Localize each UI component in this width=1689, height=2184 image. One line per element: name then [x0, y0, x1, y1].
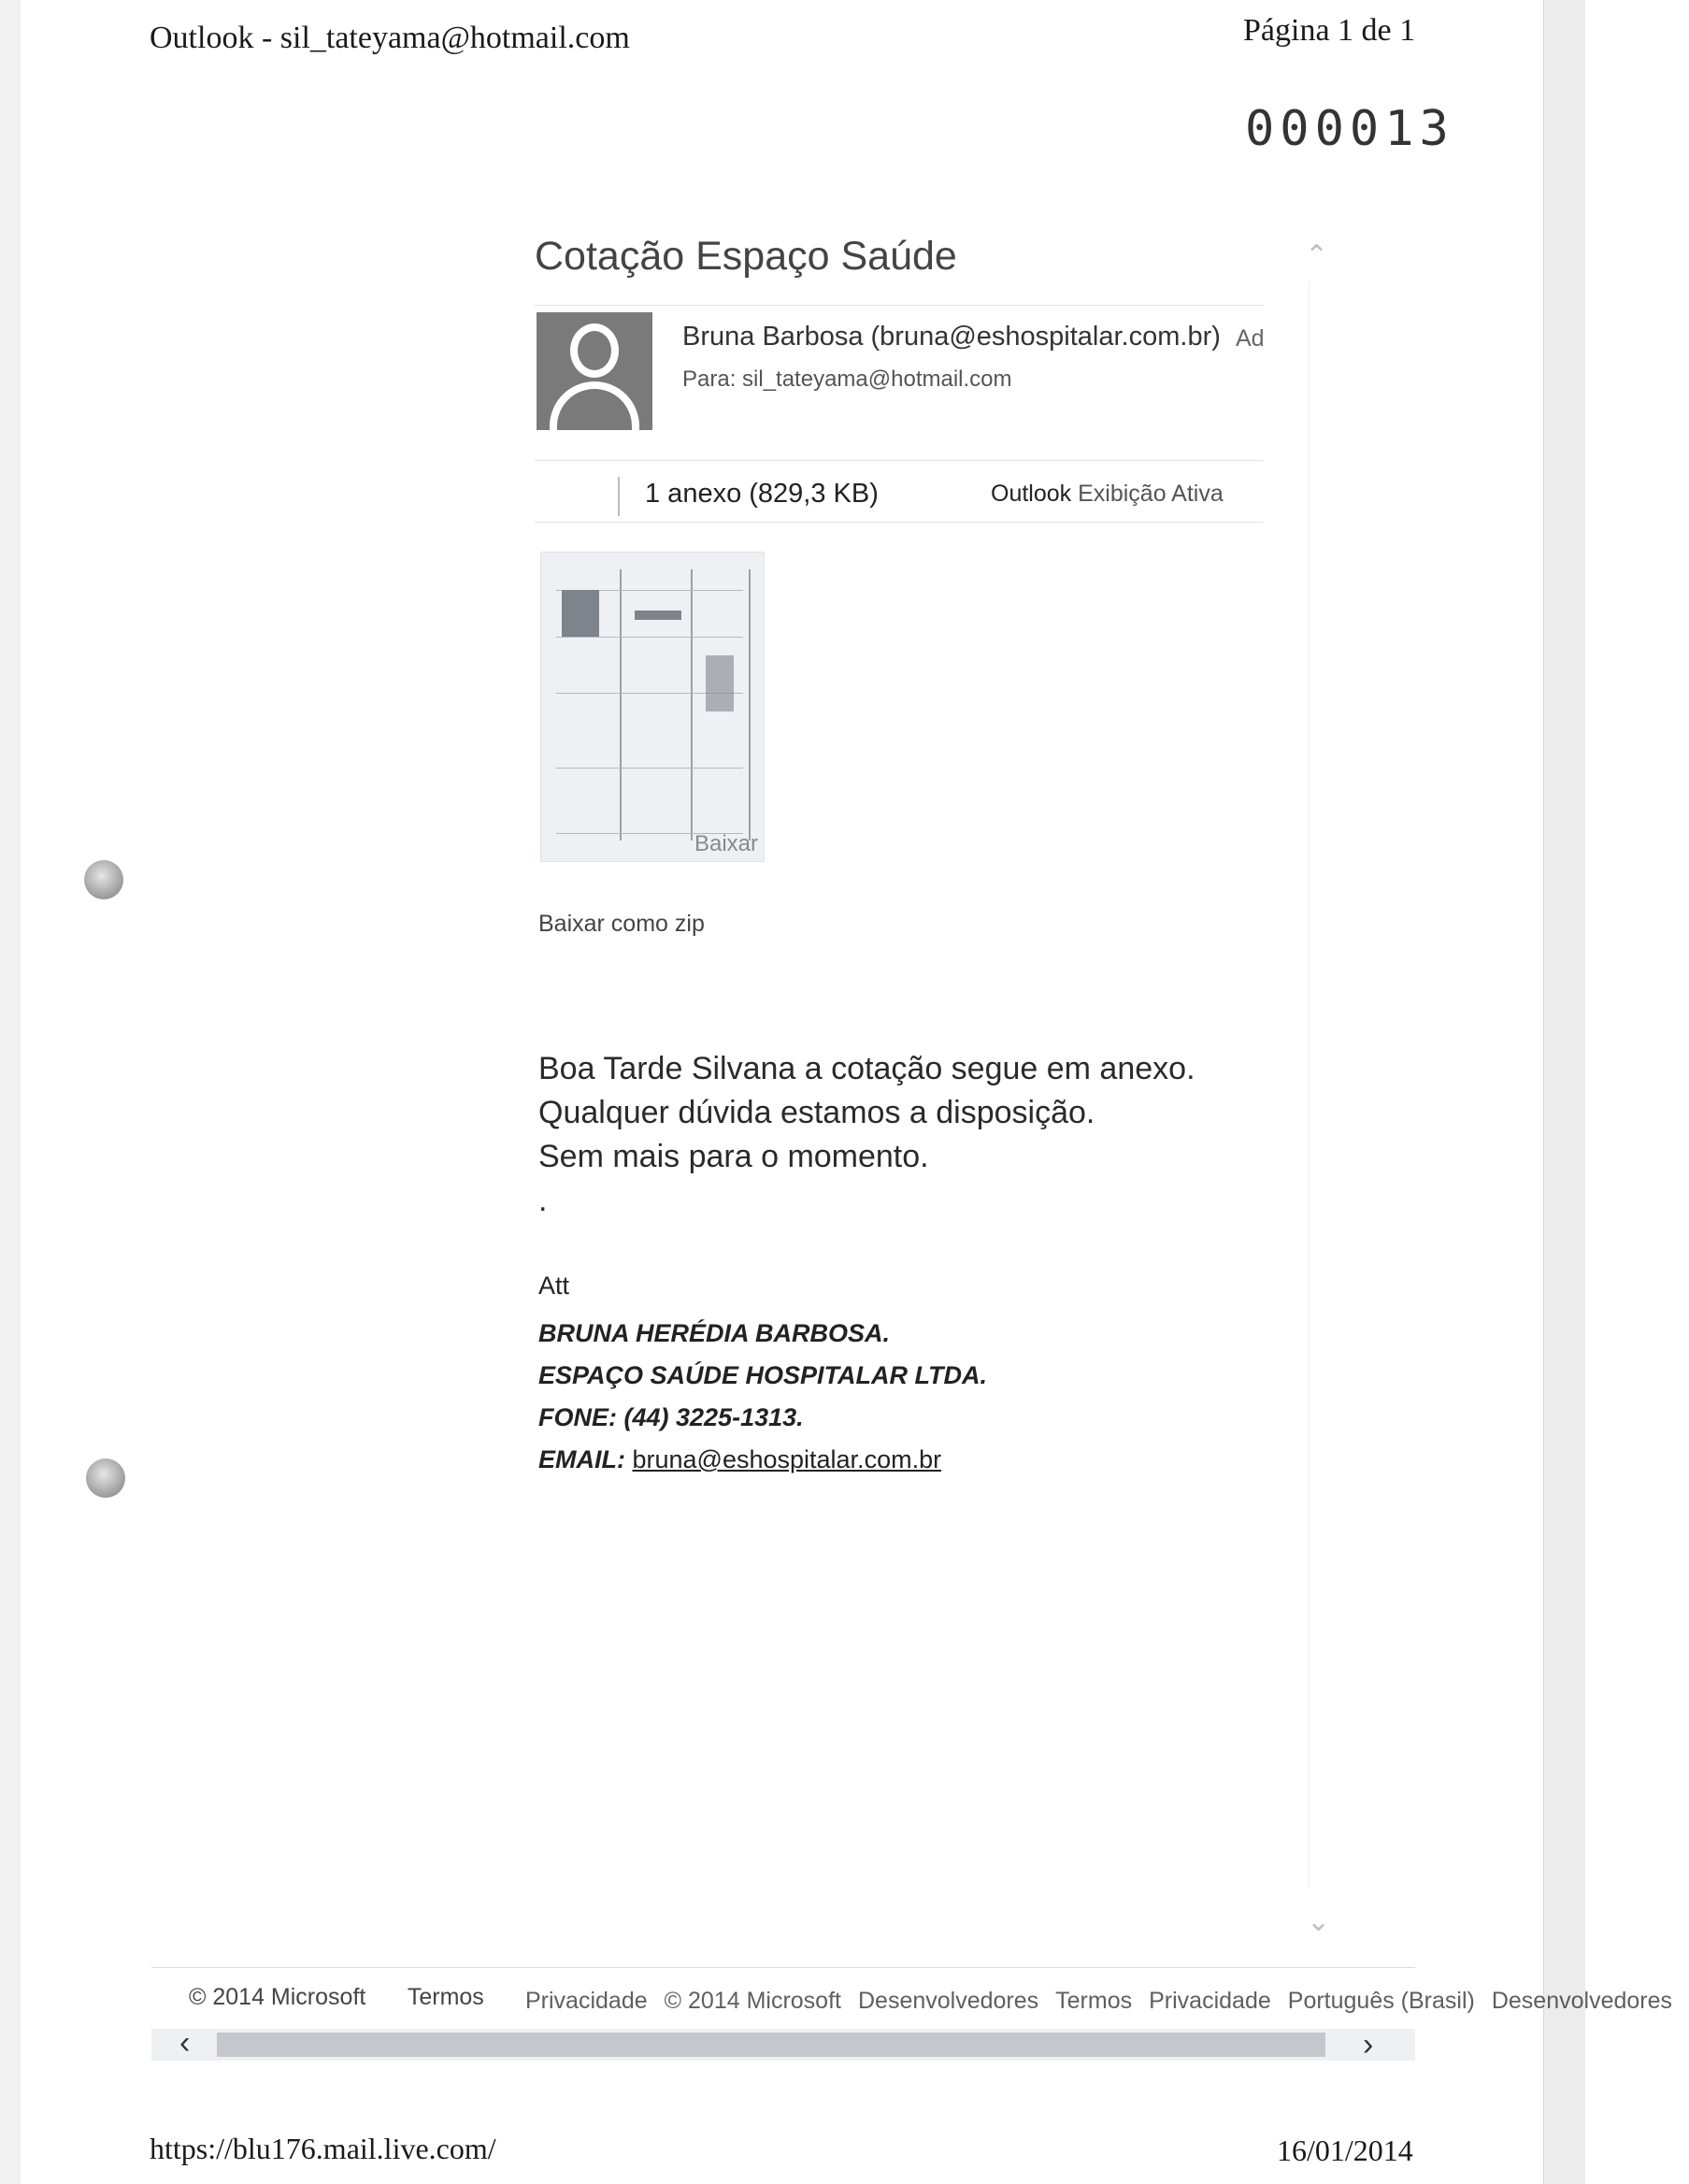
thumb-block	[706, 655, 734, 711]
print-header-title: Outlook - sil_tateyama@hotmail.com	[150, 21, 630, 55]
footer-link-terms-dup[interactable]: Termos	[1055, 1988, 1133, 2014]
signature-company: ESPAÇO SAÚDE HOSPITALAR LTDA.	[538, 1361, 988, 1389]
body-line: Qualquer dúvida estamos a disposição.	[538, 1095, 1095, 1130]
print-footer-url: https://blu176.mail.live.com/	[150, 2132, 496, 2165]
thumb-line	[556, 768, 743, 769]
signature-phone: FONE: (44) 3225-1313.	[538, 1403, 804, 1431]
download-zip-link[interactable]: Baixar como zip	[538, 911, 705, 937]
horizontal-scrollbar[interactable]	[151, 2025, 1415, 2062]
thumb-block	[635, 611, 681, 620]
attachment-thumbnail[interactable]	[540, 552, 765, 862]
signature-email-line	[538, 1439, 987, 1481]
divider	[535, 305, 1264, 306]
footer-link-language[interactable]: Português (Brasil)	[1287, 1988, 1475, 2014]
recipient-line: Para: sil_tateyama@hotmail.com	[682, 366, 1012, 392]
footer-copyright-dup: © 2014 Microsoft	[664, 1988, 841, 2014]
sender-display[interactable]: Bruna Barbosa (bruna@eshospitalar.com.br)	[682, 322, 1221, 352]
footer-divider	[151, 1967, 1415, 1968]
attachment-summary: 1 anexo (829,3 KB)	[645, 479, 879, 509]
signature-email-link[interactable]: bruna@eshospitalar.com.br	[632, 1445, 942, 1473]
outlook-label[interactable]: Outlook	[991, 481, 1072, 507]
signature-name: BRUNA HERÉDIA BARBOSA.	[538, 1319, 891, 1347]
active-view-label[interactable]: Exibição Ativa	[1078, 481, 1224, 507]
thumbnail-download-label[interactable]: Baixar	[694, 831, 758, 856]
thumb-line	[620, 569, 622, 841]
thumb-block	[562, 590, 599, 637]
print-footer-date: 16/01/2014	[1277, 2134, 1413, 2167]
thumb-line	[749, 569, 751, 841]
footer-link-privacy[interactable]: Privacidade	[525, 1988, 648, 2014]
divider	[535, 460, 1264, 461]
body-line: .	[538, 1183, 548, 1218]
message-subject: Cotação Espaço Saúde	[535, 234, 957, 279]
sender-avatar[interactable]	[537, 312, 652, 430]
attachment-bar-marker	[618, 477, 620, 516]
divider	[535, 522, 1264, 523]
message-body	[538, 1047, 1195, 1223]
footer-link-developers-dup[interactable]: Desenvolvedores	[1491, 1988, 1673, 2014]
chevron-down-icon[interactable]: ⌄	[1307, 1906, 1331, 1937]
thumb-line	[556, 637, 743, 638]
active-view-link[interactable]	[991, 481, 1224, 508]
chevron-left-icon[interactable]: ‹	[179, 2025, 191, 2061]
footer-link-privacy-dup[interactable]: Privacidade	[1149, 1988, 1271, 2014]
signature	[538, 1313, 987, 1481]
chevron-right-icon[interactable]: ›	[1363, 2027, 1374, 2062]
signature-email-label: EMAIL:	[538, 1445, 625, 1473]
footer-copyright: © 2014 Microsoft	[189, 1984, 366, 2010]
footer-link-developers[interactable]: Desenvolvedores	[857, 1988, 1039, 2014]
body-line: Boa Tarde Silvana a cotação segue em anexo.	[538, 1051, 1195, 1086]
print-page-info: Página 1 de 1	[1243, 13, 1416, 48]
footer-links	[189, 1984, 520, 2011]
stamp-number: 000013	[1245, 101, 1454, 157]
footer-overlapped-links	[525, 1988, 1689, 2015]
footer-link-terms[interactable]: Termos	[407, 1984, 484, 2010]
person-silhouette-icon	[570, 323, 619, 378]
vertical-scroll-track[interactable]	[1309, 280, 1310, 1889]
horizontal-scroll-thumb[interactable]	[217, 2033, 1325, 2057]
chevron-up-icon[interactable]: ⌃	[1305, 240, 1329, 271]
sender-name[interactable]	[682, 322, 1221, 352]
thumb-line	[691, 569, 693, 841]
body-line: Sem mais para o momento.	[538, 1139, 929, 1174]
closing: Att	[538, 1272, 570, 1300]
person-silhouette-body	[550, 381, 639, 466]
sender-add-action[interactable]: Ad	[1236, 325, 1265, 352]
